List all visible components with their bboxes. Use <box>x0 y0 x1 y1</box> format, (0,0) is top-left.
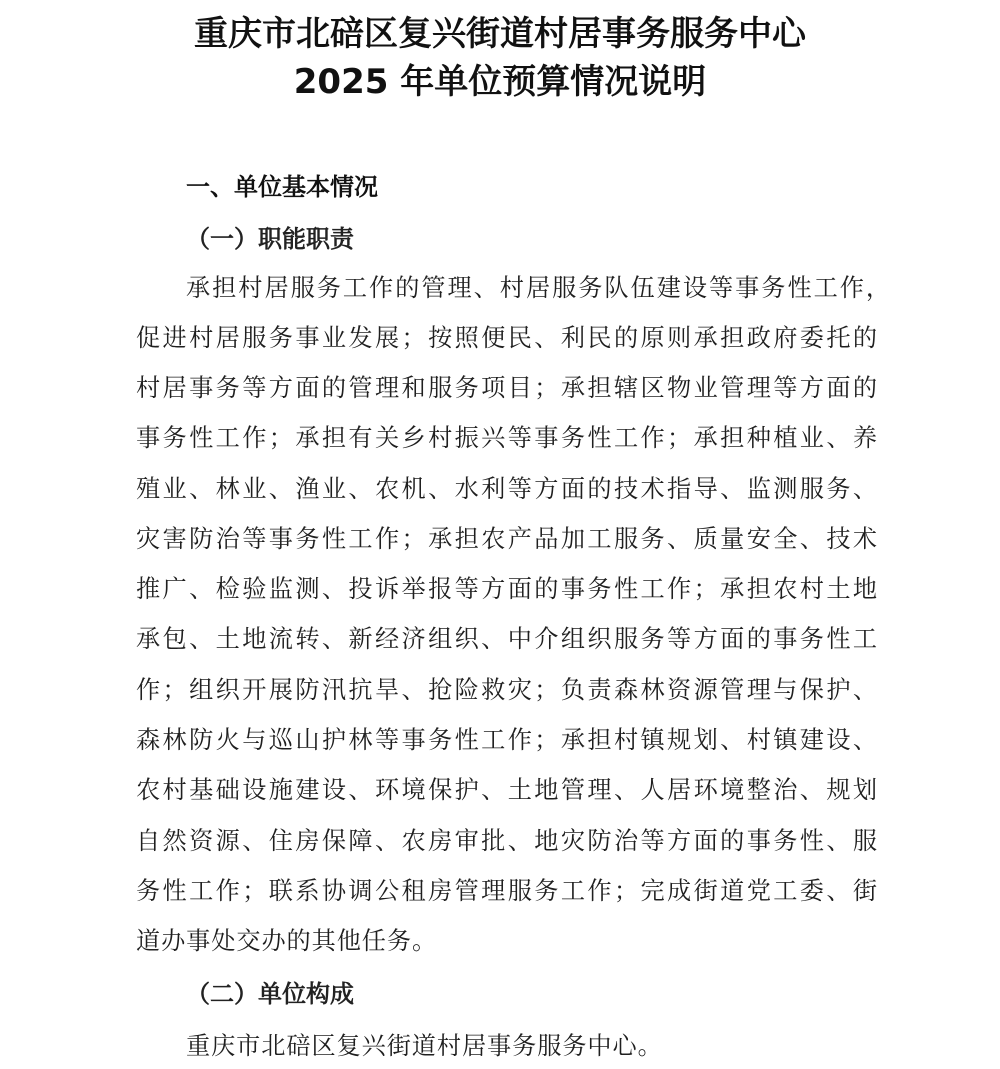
paragraph-line: 农村基础设施建设、环境保护、土地管理、人居环境整治、规划 <box>136 776 878 804</box>
paragraph-line: 道办事处交办的其他任务。 <box>136 927 438 955</box>
paragraph-line: 村居事务等方面的管理和服务项目；承担辖区物业管理等方面的 <box>136 374 878 402</box>
composition-text: 重庆市北碚区复兴街道村居事务服务中心。 <box>186 1032 663 1060</box>
paragraph-line: 承担村居服务工作的管理、村居服务队伍建设等事务性工作， <box>186 274 891 302</box>
section-heading-basic-info: 一、单位基本情况 <box>186 173 378 201</box>
paragraph-line: 灾害防治等事务性工作；承担农产品加工服务、质量安全、技术 <box>136 525 878 553</box>
paragraph-line: 承包、土地流转、新经济组织、中介组织服务等方面的事务性工 <box>136 625 878 653</box>
paragraph-line: 作；组织开展防汛抗旱、抢险救灾；负责森林资源管理与保护、 <box>136 676 878 704</box>
document-title-line-2: 2025 年单位预算情况说明 <box>293 62 707 102</box>
paragraph-line: 促进村居服务事业发展；按照便民、利民的原则承担政府委托的 <box>136 324 878 352</box>
paragraph-line: 殖业、林业、渔业、农机、水利等方面的技术指导、监测服务、 <box>136 475 878 503</box>
paragraph-line: 推广、检验监测、投诉举报等方面的事务性工作；承担农村土地 <box>136 575 878 603</box>
paragraph-line: 事务性工作；承担有关乡村振兴等事务性工作；承担种植业、养 <box>136 424 878 452</box>
subsection-heading-duties: （一）职能职责 <box>186 225 354 253</box>
subsection-heading-composition: （二）单位构成 <box>186 980 354 1008</box>
paragraph-line: 森林防火与巡山护林等事务性工作；承担村镇规划、村镇建设、 <box>136 726 878 754</box>
paragraph-line: 务性工作；联系协调公租房管理服务工作；完成街道党工委、街 <box>136 877 878 905</box>
paragraph-line: 自然资源、住房保障、农房审批、地灾防治等方面的事务性、服 <box>136 827 878 855</box>
document-title-line-1: 重庆市北碚区复兴街道村居事务服务中心 <box>194 14 806 54</box>
